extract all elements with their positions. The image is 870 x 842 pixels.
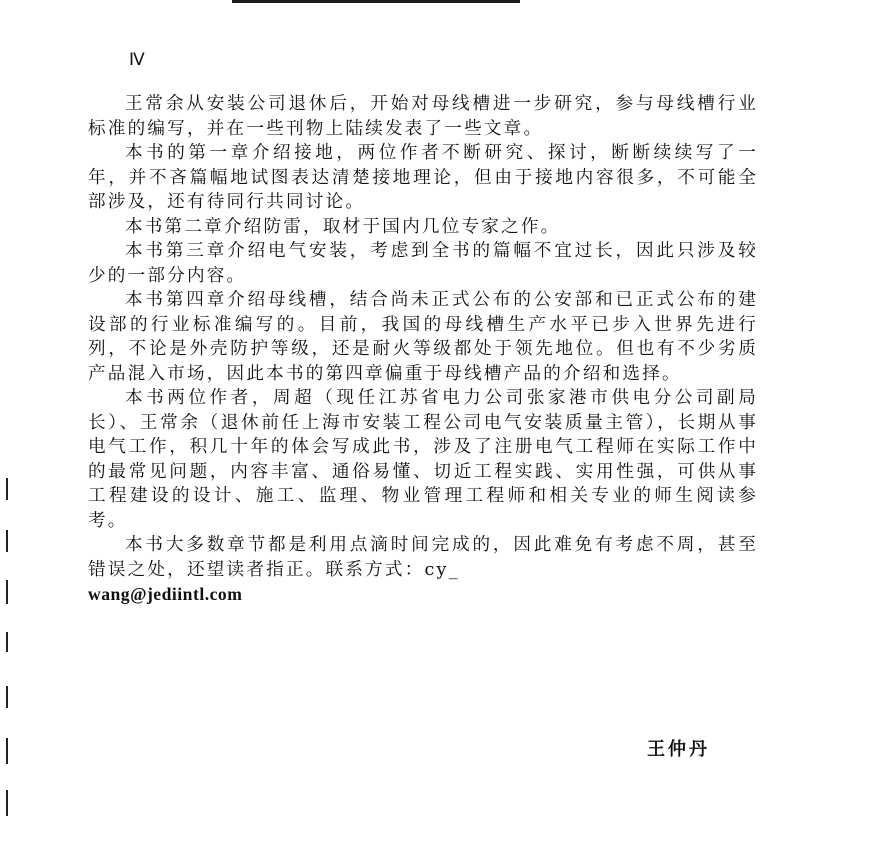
scan-margin-mark — [6, 580, 8, 604]
paragraph-contact: 本书大多数章节都是利用点滴时间完成的，因此难免有考虑不周，甚至错误之处，还望读者指正。联系方式：cy_ — [88, 535, 758, 580]
page-number: Ⅳ — [129, 50, 145, 69]
paragraph-chapter-1: 本书的第一章介绍接地，两位作者不断研究、探讨，断断续续写了一年，并不吝篇幅地试图表达清楚接地理论，但由于接地内容很多，不可能全部涉及，还有待同行共同讨论。 — [88, 143, 758, 212]
top-scan-rule — [232, 0, 520, 3]
contact-email: wang@jediintl.com — [88, 584, 243, 604]
paragraph-chapter-3: 本书第三章介绍电气安装，考虑到全书的篇幅不宜过长，因此只涉及较少的一部分内容。 — [88, 241, 758, 286]
paragraph-retirement: 王常余从安装公司退休后，开始对母线槽进一步研究，参与母线槽行业标准的编写，并在一些刊物上陆续发表了一些文章。 — [88, 94, 758, 139]
scan-margin-mark — [6, 790, 8, 816]
paragraph-chapter-2: 本书第二章介绍防雷，取材于国内几位专家之作。 — [124, 216, 561, 237]
preface-body — [88, 92, 758, 607]
scan-margin-mark — [6, 632, 8, 652]
scan-margin-mark — [6, 738, 8, 764]
scan-margin-mark — [6, 530, 8, 552]
paragraph-authors: 本书两位作者，周超（现任江苏省电力公司张家港市供电分公司副局长）、王常余（退休前任上海市安装工程公司电气安装质量主管），长期从事电气工作，积几十年的体会写成此书，涉及了注册电气工程师在实际工作中的最常见问题，内容丰富、通俗易懂、切近工程实践、实用性强，可供从事工程建设的设计、施工、监理、物业管理工程师和相关专业的师生阅读参考。 — [88, 388, 758, 531]
scan-margin-mark — [6, 686, 8, 708]
signature: 王仲丹 — [647, 739, 710, 760]
scan-margin-mark — [6, 478, 8, 500]
paragraph-chapter-4: 本书第四章介绍母线槽，结合尚未正式公布的公安部和已正式公布的建设部的行业标准编写的。目前，我国的母线槽生产水平已步入世界先进行列，不论是外壳防护等级，还是耐火等级都处于领先地位。但也有不少劣质产品混入市场，因此本书的第四章偏重于母线槽产品的介绍和选择。 — [88, 290, 758, 384]
